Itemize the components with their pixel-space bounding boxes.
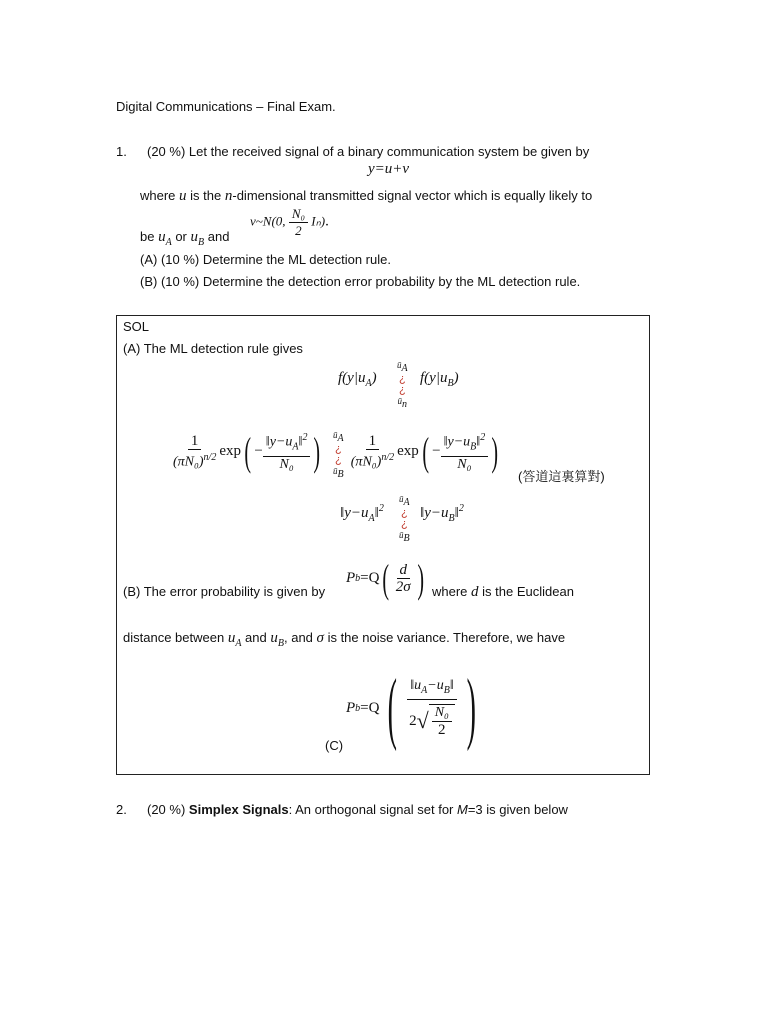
q2-text: (20 %) Simplex Signals: An orthogonal signal set for M=3 is given below: [147, 802, 568, 817]
distance-rule-equation: $‖y-u_A‖^2$: [340, 503, 384, 524]
q1-part-a: (A) (10 %) Determine the ML detection rule.: [140, 252, 391, 267]
q1-number: 1.: [116, 144, 127, 159]
solution-a-intro: (A) The ML detection rule gives: [123, 341, 303, 356]
exam-title: Digital Communications – Final Exam.: [116, 99, 336, 114]
solution-b-where: where d is the Euclidean: [432, 584, 574, 600]
solution-distance-line: distance between $u_A$ and $u_B$, and σ is the noise variance. Therefore, we have: [123, 630, 566, 649]
solution-b-intro: (B) The error probability is given by: [123, 584, 326, 599]
decision-comparator-2: $ū_A$ ¿ ¿ $ū_B$: [333, 430, 344, 480]
likelihood-equation: $\frac{1}{(\pi N_0)^{n/2}}$ exp ( − $\frac{‖y-u_A‖^2}{\text{N₀}}$ ) $\frac{1}{(\pi N_0)^{n/2}}$ exp ( − $\frac{‖y-u_B‖^2}{\text{N₀}}$ ): [173, 429, 499, 474]
decision-comparator-3: $ū_A$ ¿ ¿ $ū_B$: [399, 494, 410, 544]
q1-part-b: (B) (10 %) Determine the detection error probability by the ML detection rule.: [140, 274, 581, 289]
error-probability-equation: P b =Q ( $\frac{d}{2\sigma}$ ): [346, 556, 424, 601]
distance-rule-equation-right: $‖y-u_B‖^2$: [420, 503, 464, 524]
q2-number: 2.: [116, 802, 127, 817]
q1-noise-distribution: v~N(0, $\frac{\text{N₀}}{2}$ Iₙ).: [250, 206, 329, 238]
q1-equation-y: y=u+v: [368, 161, 410, 177]
q1-intro: (20 %) Let the received signal of a binary communication system be given by: [147, 144, 590, 159]
q1-line3: be $u_A$ or $u_B$ and: [140, 229, 230, 248]
solution-label: SOL: [123, 319, 150, 334]
ml-rule-equation: $f(y|u_A)$: [338, 370, 377, 389]
final-error-equation: P b =Q ( $‖u_A-u_B‖$ 2 √ $\frac{\text{N₀}}{2}$ ): [346, 664, 476, 752]
chinese-note: (答道這裏算對): [518, 469, 605, 484]
q1-line2: where u is the n-dimensional transmitted signal vector which is equally likely to: [140, 188, 593, 204]
ml-rule-equation-right: $f(y|u_B)$: [420, 370, 459, 389]
decision-comparator-1: $ū_A$ ¿ ¿ $ū_n$: [397, 360, 408, 410]
part-c-label: (C): [325, 738, 344, 753]
